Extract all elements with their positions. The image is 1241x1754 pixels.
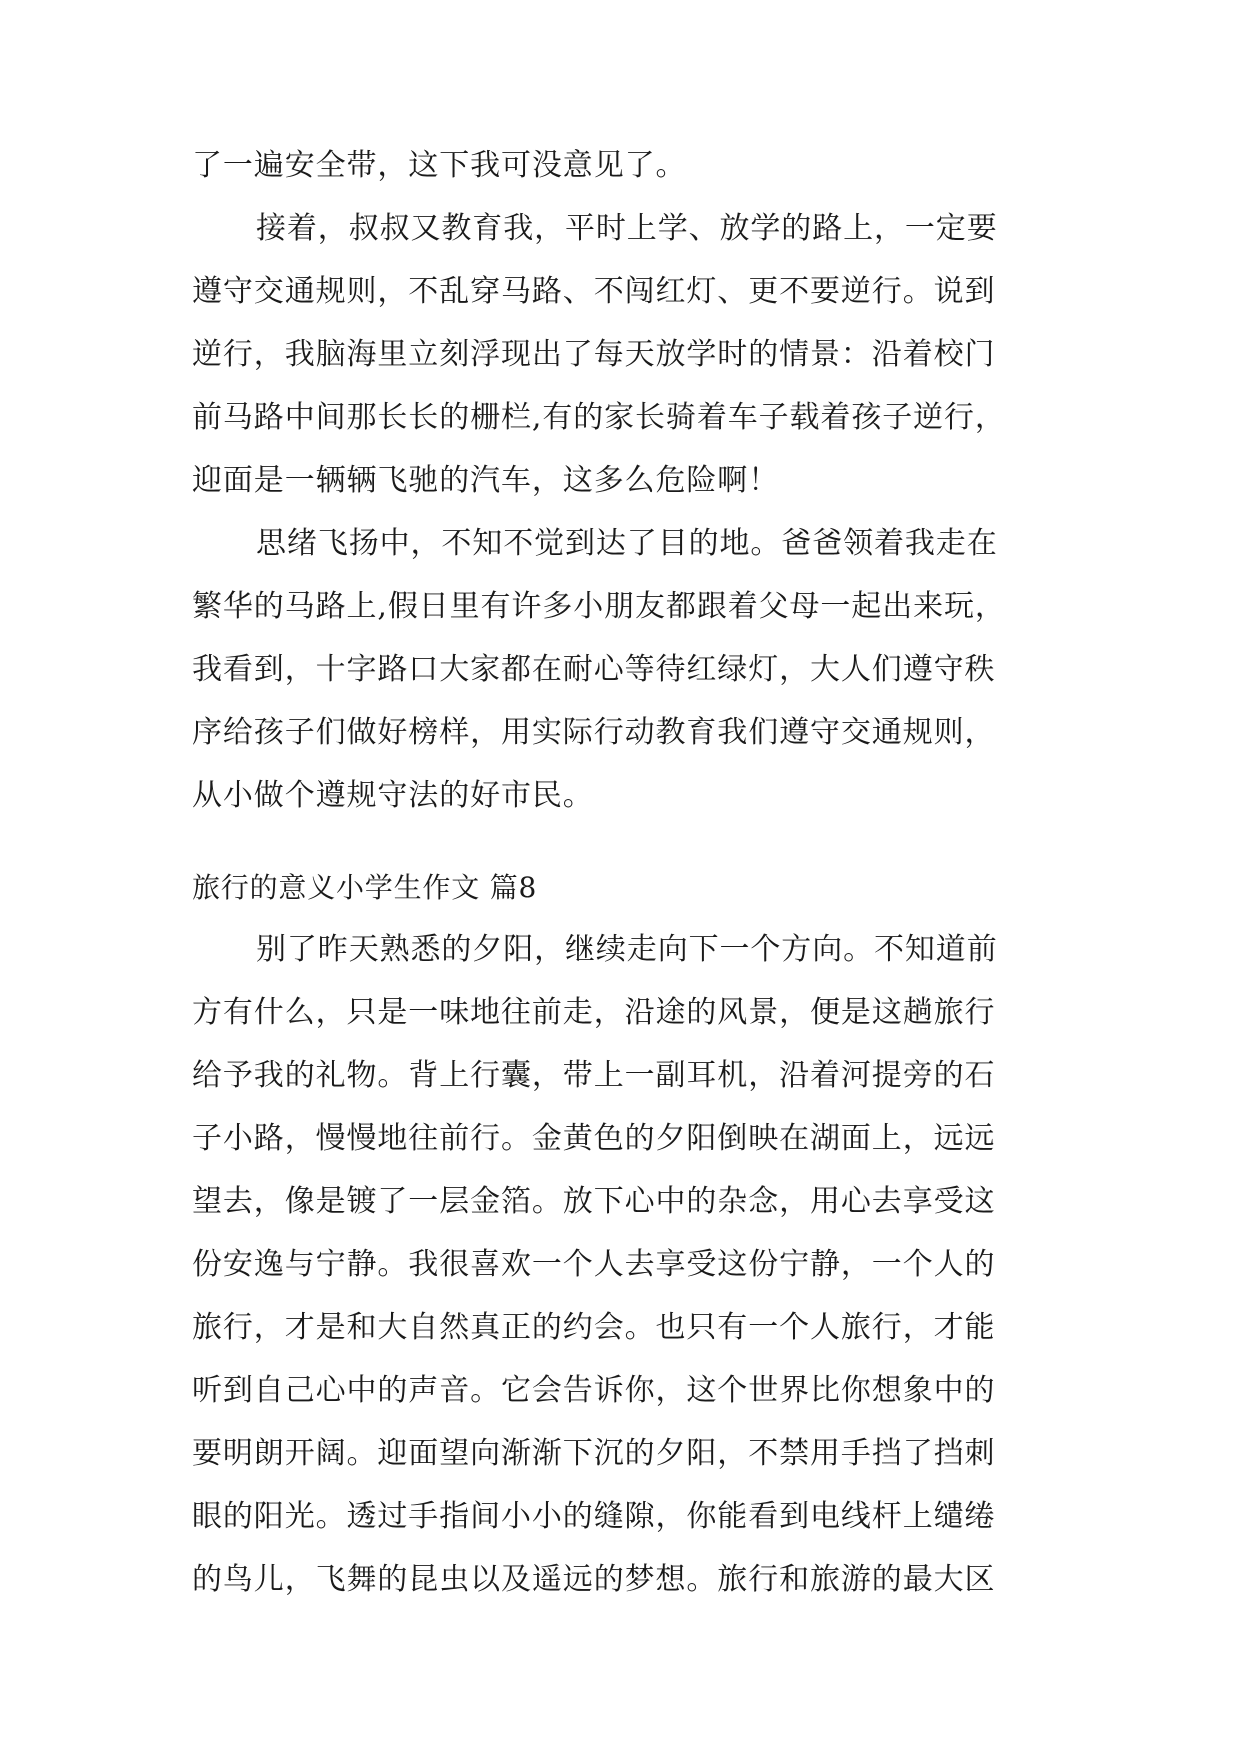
paragraph-line: 份安逸与宁静。我很喜欢一个人去享受这份宁静，一个人的 (192, 1247, 996, 1282)
paragraph-line: 遵守交通规则，不乱穿马路、不闯红灯、更不要逆行。说到 (192, 274, 996, 309)
paragraph-line: 子小路，慢慢地往前行。金黄色的夕阳倒映在湖面上，远远 (192, 1121, 996, 1156)
paragraph-line: 了一遍安全带，这下我可没意见了。 (192, 148, 687, 183)
paragraph-line: 繁华的马路上,假日里有许多小朋友都跟着父母一起出来玩， (192, 589, 1006, 624)
paragraph-line: 序给孩子们做好榜样，用实际行动教育我们遵守交通规则， (192, 715, 996, 750)
paragraph-line: 我看到，十字路口大家都在耐心等待红绿灯，大人们遵守秩 (192, 652, 996, 687)
paragraph-line: 接着，叔叔又教育我，平时上学、放学的路上，一定要 (256, 211, 998, 246)
paragraph-line: 要明朗开阔。迎面望向渐渐下沉的夕阳，不禁用手挡了挡刺 (192, 1436, 996, 1471)
body-text-part2 (192, 918, 1072, 1611)
paragraph-line: 给予我的礼物。背上行囊，带上一副耳机，沿着河提旁的石 (192, 1058, 996, 1093)
paragraph-line: 从小做个遵规守法的好市民。 (192, 778, 594, 813)
paragraph-line: 眼的阳光。透过手指间小小的缝隙，你能看到电线杆上缱绻 (192, 1499, 996, 1534)
section-title: 旅行的意义小学生作文 篇8 (192, 871, 538, 904)
paragraph-line: 前马路中间那长长的栅栏,有的家长骑着车子载着孩子逆行， (192, 400, 1006, 435)
paragraph-line: 的鸟儿，飞舞的昆虫以及遥远的梦想。旅行和旅游的最大区 (192, 1562, 996, 1597)
paragraph-line: 旅行，才是和大自然真正的约会。也只有一个人旅行，才能 (192, 1310, 996, 1345)
section-heading (192, 858, 1072, 918)
paragraph-line: 听到自己心中的声音。它会告诉你，这个世界比你想象中的 (192, 1373, 996, 1408)
body-text-part1 (192, 134, 1072, 827)
paragraph-line: 方有什么，只是一味地往前走，沿途的风景，便是这趟旅行 (192, 995, 996, 1030)
paragraph-line: 别了昨天熟悉的夕阳，继续走向下一个方向。不知道前 (256, 932, 998, 967)
paragraph-line: 迎面是一辆辆飞驰的汽车，这多么危险啊！ (192, 463, 780, 498)
paragraph-line: 逆行，我脑海里立刻浮现出了每天放学时的情景：沿着校门 (192, 337, 996, 372)
paragraph-line: 望去，像是镀了一层金箔。放下心中的杂念，用心去享受这 (192, 1184, 996, 1219)
paragraph-line: 思绪飞扬中，不知不觉到达了目的地。爸爸领着我走在 (256, 526, 998, 561)
